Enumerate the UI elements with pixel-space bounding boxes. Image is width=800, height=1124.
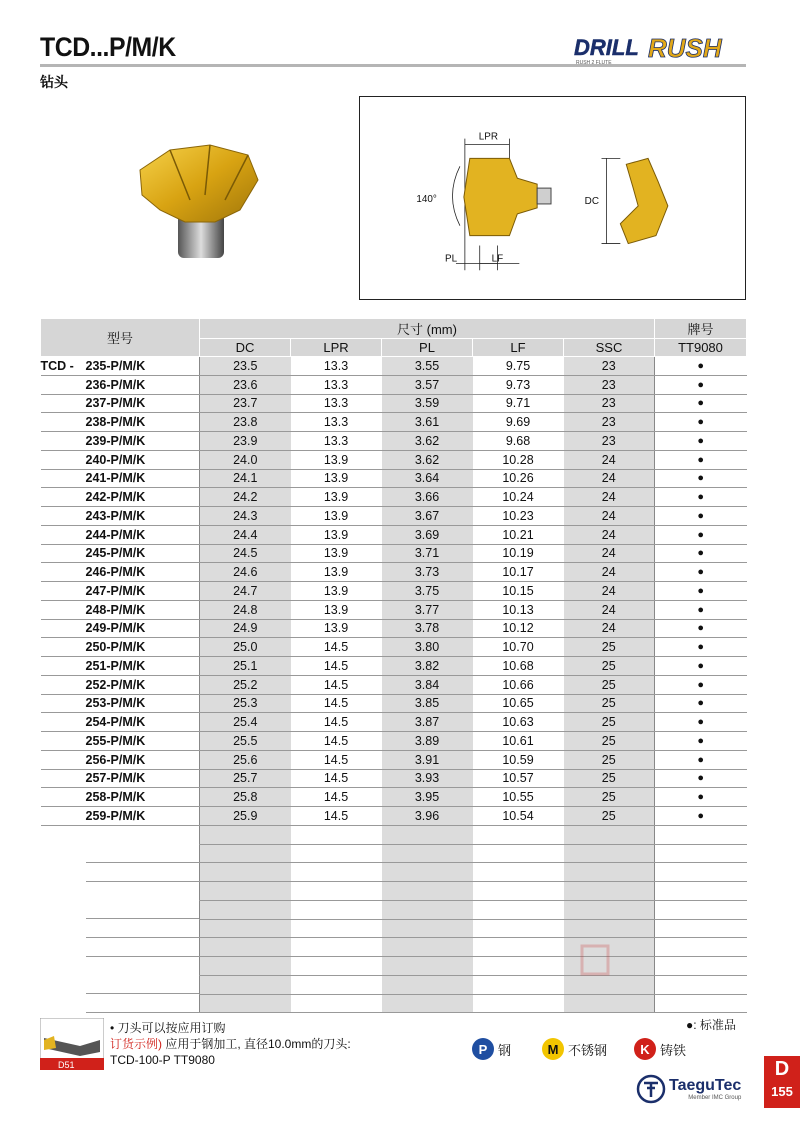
cell-lpr: 13.3 [291,394,382,413]
cell-ssc: 23 [564,394,655,413]
cell-dc: 24.9 [200,619,291,638]
cell-ssc: 25 [564,732,655,751]
cell-ssc: 25 [564,638,655,657]
table-row [41,807,747,826]
cell-lpr: 13.9 [291,563,382,582]
cell-lpr: 13.9 [291,619,382,638]
cell-pl: 3.57 [382,375,473,394]
cell-ssc: 25 [564,713,655,732]
table-row [41,413,747,432]
table-row [41,544,747,563]
cell-ssc: 25 [564,657,655,676]
table-row [41,600,747,619]
cell-lf: 9.71 [473,394,564,413]
cell-ssc: 24 [564,544,655,563]
table-row [41,507,747,526]
empty-row [41,863,747,882]
cell-grade: ● [655,450,747,469]
material-p: P 钢 [472,1038,511,1060]
cell-grade: ● [655,694,747,713]
empty-row [41,825,747,844]
cell-dc: 23.6 [200,375,291,394]
table-row [41,488,747,507]
table-row [41,732,747,751]
col-model: 型号 [41,319,200,357]
cell-ssc: 25 [564,807,655,826]
cell-lpr: 14.5 [291,694,382,713]
table-row [41,357,747,376]
cell-pl: 3.62 [382,432,473,451]
col-grade-group: 牌号 [655,319,747,339]
cell-grade: ● [655,469,747,488]
col-lf: LF [473,339,564,357]
empty-row [41,900,747,919]
cell-dc: 24.0 [200,450,291,469]
table-row [41,563,747,582]
cell-ssc: 25 [564,675,655,694]
model-cell: 258-P/M/K [41,788,200,807]
col-dc: DC [200,339,291,357]
cell-pl: 3.82 [382,657,473,676]
cell-lf: 10.70 [473,638,564,657]
angle-label: 140° [416,193,437,205]
model-cell: TCD -235-P/M/K [41,357,200,376]
cell-grade: ● [655,638,747,657]
cell-lf: 9.69 [473,413,564,432]
cell-dc: 23.8 [200,413,291,432]
cell-ssc: 23 [564,413,655,432]
table-row [41,619,747,638]
cell-dc: 24.8 [200,600,291,619]
cell-lf: 10.28 [473,450,564,469]
order-example-label: 订货示例) [110,1037,162,1051]
model-cell: 248-P/M/K [41,600,200,619]
cell-ssc: 23 [564,357,655,376]
cell-grade: ● [655,582,747,601]
cell-lpr: 14.5 [291,713,382,732]
cell-pl: 3.66 [382,488,473,507]
model-cell: 236-P/M/K [41,375,200,394]
table-row [41,657,747,676]
cell-lf: 10.68 [473,657,564,676]
model-cell: 256-P/M/K [41,750,200,769]
cell-grade: ● [655,619,747,638]
note-line-1: • 刀头可以按应用订购 [110,1021,226,1035]
cell-lf: 10.65 [473,694,564,713]
cell-lpr: 13.9 [291,544,382,563]
model-cell: 249-P/M/K [41,619,200,638]
cell-ssc: 24 [564,450,655,469]
svg-text:RUSH: RUSH [648,33,722,63]
table-row [41,694,747,713]
model-cell: 250-P/M/K [41,638,200,657]
cell-lf: 10.19 [473,544,564,563]
standard-legend: ●: 标准品 [686,1018,736,1032]
cell-pl: 3.87 [382,713,473,732]
cell-grade: ● [655,488,747,507]
cell-ssc: 24 [564,525,655,544]
col-ssc: SSC [564,339,655,357]
model-cell: 247-P/M/K [41,582,200,601]
cell-lf: 10.17 [473,563,564,582]
cell-pl: 3.62 [382,450,473,469]
cell-lpr: 13.9 [291,450,382,469]
cell-pl: 3.67 [382,507,473,526]
cell-pl: 3.64 [382,469,473,488]
cell-grade: ● [655,807,747,826]
table-row [41,675,747,694]
model-cell: 240-P/M/K [41,450,200,469]
cell-pl: 3.71 [382,544,473,563]
cell-grade: ● [655,394,747,413]
cell-lpr: 14.5 [291,675,382,694]
lf-label: LF [491,253,504,265]
cell-ssc: 23 [564,432,655,451]
col-grade: TT9080 [655,339,747,357]
cell-grade: ● [655,432,747,451]
cell-pl: 3.93 [382,769,473,788]
cell-grade: ● [655,413,747,432]
cell-lpr: 13.9 [291,469,382,488]
cell-lf: 10.12 [473,619,564,638]
cell-lpr: 13.9 [291,600,382,619]
cell-lpr: 13.9 [291,582,382,601]
material-m: M 不锈钢 [542,1038,607,1060]
cell-grade: ● [655,357,747,376]
cell-pl: 3.59 [382,394,473,413]
cell-lf: 10.15 [473,582,564,601]
note-line-3: TCD-100-P TT9080 [110,1053,215,1067]
cell-grade: ● [655,788,747,807]
cell-lf: 9.73 [473,375,564,394]
cell-grade: ● [655,375,747,394]
cell-dc: 25.1 [200,657,291,676]
cell-pl: 3.84 [382,675,473,694]
page-subtitle: 钻头 [40,74,68,90]
cell-pl: 3.80 [382,638,473,657]
cell-lpr: 13.9 [291,525,382,544]
cell-lf: 10.26 [473,469,564,488]
cell-pl: 3.78 [382,619,473,638]
cell-lpr: 13.3 [291,375,382,394]
model-cell: 252-P/M/K [41,675,200,694]
cell-ssc: 24 [564,469,655,488]
cell-dc: 24.3 [200,507,291,526]
lpr-label: LPR [478,131,498,143]
cell-dc: 25.8 [200,788,291,807]
cell-grade: ● [655,563,747,582]
section-letter: D [774,1058,790,1080]
cell-lpr: 13.3 [291,413,382,432]
cell-lf: 10.63 [473,713,564,732]
drill-head-photo [130,140,280,260]
cell-lf: 9.75 [473,357,564,376]
cell-lf: 10.13 [473,600,564,619]
empty-row [41,919,747,938]
cell-ssc: 24 [564,619,655,638]
cell-dc: 25.5 [200,732,291,751]
drill-rush-logo [566,30,746,66]
application-thumbnail [40,1018,104,1070]
cell-dc: 23.7 [200,394,291,413]
m-stainless-icon: M [542,1038,564,1060]
cell-grade: ● [655,600,747,619]
cell-ssc: 24 [564,488,655,507]
p-steel-icon: P [472,1038,494,1060]
model-cell: 239-P/M/K [41,432,200,451]
table-row [41,432,747,451]
model-cell: 254-P/M/K [41,713,200,732]
cell-lpr: 14.5 [291,769,382,788]
cell-dc: 23.5 [200,357,291,376]
table-row [41,582,747,601]
table-row [41,638,747,657]
table-row [41,450,747,469]
cell-lpr: 14.5 [291,638,382,657]
cell-pl: 3.75 [382,582,473,601]
cell-pl: 3.89 [382,732,473,751]
cell-grade: ● [655,507,747,526]
cell-lpr: 13.9 [291,507,382,526]
table-row [41,769,747,788]
table-row [41,788,747,807]
cell-ssc: 24 [564,600,655,619]
cell-dc: 25.0 [200,638,291,657]
order-notes [110,1020,351,1068]
spec-table [40,318,747,1013]
cell-dc: 24.1 [200,469,291,488]
cell-grade: ● [655,732,747,751]
cell-lf: 10.57 [473,769,564,788]
cell-grade: ● [655,713,747,732]
k-cast-iron-icon: K [634,1038,656,1060]
section-tab [764,1056,800,1108]
cell-lpr: 13.3 [291,432,382,451]
cell-dc: 25.3 [200,694,291,713]
cell-lpr: 13.3 [291,357,382,376]
model-cell: 242-P/M/K [41,488,200,507]
thumb-label: D51 [58,1060,75,1070]
col-dims-group: 尺寸 (mm) [200,319,655,339]
cell-ssc: 25 [564,788,655,807]
cell-lpr: 14.5 [291,750,382,769]
taegutec-logo: TaeguTec Member IMC Group [636,1074,741,1104]
empty-row [41,882,747,901]
cell-pl: 3.55 [382,357,473,376]
model-cell: 253-P/M/K [41,694,200,713]
table-row [41,469,747,488]
page-number: 155 [771,1084,793,1099]
model-cell: 246-P/M/K [41,563,200,582]
model-cell: 245-P/M/K [41,544,200,563]
cell-dc: 24.6 [200,563,291,582]
cell-ssc: 24 [564,582,655,601]
svg-text:DRILL: DRILL [574,35,639,60]
cell-lf: 10.54 [473,807,564,826]
table-row [41,750,747,769]
cell-dc: 25.7 [200,769,291,788]
watermark [540,944,670,1004]
dc-label: DC [584,195,599,207]
model-cell: 251-P/M/K [41,657,200,676]
model-cell: 259-P/M/K [41,807,200,826]
cell-ssc: 24 [564,507,655,526]
cell-grade: ● [655,675,747,694]
cell-lf: 10.59 [473,750,564,769]
model-cell: 238-P/M/K [41,413,200,432]
cell-pl: 3.73 [382,563,473,582]
dimension-diagram [359,96,746,300]
cell-lpr: 14.5 [291,807,382,826]
cell-pl: 3.96 [382,807,473,826]
cell-pl: 3.69 [382,525,473,544]
cell-grade: ● [655,657,747,676]
cell-dc: 25.6 [200,750,291,769]
model-cell: 241-P/M/K [41,469,200,488]
cell-grade: ● [655,750,747,769]
col-lpr: LPR [291,339,382,357]
col-pl: PL [382,339,473,357]
cell-lf: 10.21 [473,525,564,544]
taegutec-icon [636,1074,666,1104]
cell-pl: 3.77 [382,600,473,619]
pl-label: PL [445,253,458,265]
cell-lf: 10.61 [473,732,564,751]
cell-lpr: 14.5 [291,657,382,676]
cell-lpr: 14.5 [291,788,382,807]
table-row [41,713,747,732]
cell-ssc: 23 [564,375,655,394]
cell-lf: 10.55 [473,788,564,807]
cell-ssc: 25 [564,750,655,769]
cell-pl: 3.95 [382,788,473,807]
cell-pl: 3.85 [382,694,473,713]
cell-lf: 10.24 [473,488,564,507]
cell-lpr: 14.5 [291,732,382,751]
cell-ssc: 24 [564,563,655,582]
cell-ssc: 25 [564,694,655,713]
cell-pl: 3.91 [382,750,473,769]
svg-text:RUSH 2 FLUTE: RUSH 2 FLUTE [576,60,612,66]
material-k: K 铸铁 [634,1038,686,1060]
cell-ssc: 25 [564,769,655,788]
empty-row [41,844,747,863]
cell-pl: 3.61 [382,413,473,432]
cell-grade: ● [655,544,747,563]
model-cell: 244-P/M/K [41,525,200,544]
cell-dc: 24.4 [200,525,291,544]
model-cell: 255-P/M/K [41,732,200,751]
cell-lf: 10.66 [473,675,564,694]
model-cell: 257-P/M/K [41,769,200,788]
note-line-2: 订货示例) 应用于钢加工, 直径10.0mm的刀头: [110,1037,351,1051]
model-cell: 243-P/M/K [41,507,200,526]
cell-dc: 24.2 [200,488,291,507]
cell-lf: 9.68 [473,432,564,451]
cell-dc: 24.7 [200,582,291,601]
cell-lf: 10.23 [473,507,564,526]
cell-lpr: 13.9 [291,488,382,507]
model-cell: 237-P/M/K [41,394,200,413]
cell-dc: 25.9 [200,807,291,826]
page-title: TCD...P/M/K [40,32,176,62]
table-row [41,375,747,394]
cell-grade: ● [655,769,747,788]
cell-dc: 23.9 [200,432,291,451]
cell-dc: 24.5 [200,544,291,563]
cell-dc: 25.2 [200,675,291,694]
table-row [41,394,747,413]
cell-grade: ● [655,525,747,544]
cell-dc: 25.4 [200,713,291,732]
table-row [41,525,747,544]
